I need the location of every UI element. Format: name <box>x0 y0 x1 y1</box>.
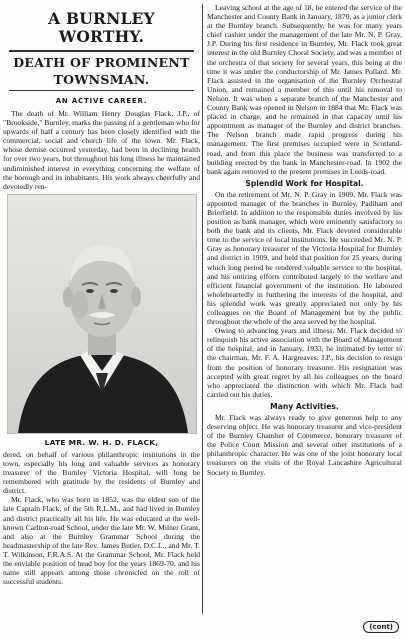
headline-rule <box>9 50 194 52</box>
intro-paragraph: The death of Mr. William Henry Douglas Flack, J.P., of "Brookside," Burnley, marks the passing of a gentleman who for upwards of half a century has been closely identified with the commercial, social and church life of the town. Mr. Flack, whose demise occurred yesterday, had been in declining health for over two years, but throughout his long illness he maintained undiminished interest in everything concerning the welfare of the borough and its inhabitants. His work always cheerfully and devotedly ren- <box>3 109 200 191</box>
intro-paragraph-block <box>3 109 200 191</box>
resignation-paragraph: Owing to advancing years and illness, Mr. Flack decided to relinquish his active association with the Board of Management of the hospital, and in January, 1933, he intimated by letter to the chairman, Mr. F. A. Hargreaves, J.P., his decision to resign from the position of honorary treasurer. His resignation was accepted with great regret by all his colleagues on the board who appreciated the distinction with which Mr. Flack had carried out his duties. <box>207 326 402 399</box>
portrait-image <box>8 195 196 433</box>
career-paragraph: Leaving school at the age of 18, he entered the service of the Manchester and County Bank in January, 1870, as a junior clerk at the Burnley branch. Subsequently, he was for many years chief cashier under the management of the late Mr. N. P. Gray, J.P. During his first residence in Burnley, Mr. Flack took great interest in the old Burnley Choral Society, and was a member of the orchestra of that society for several years, this being at the time it was under the conductorship of Mr. James Pollard. Mr. Flack assisted in the organisation of the Burnley Orchestral Union, and remained a member of this until his removal to Nelson. It was when a separate branch of the Manchester and County Bank was opened in Nelson in 1884 that Mr. Flack was placed in charge, and he remained in that capacity until his appointment as manager of the Burnley and district branches. The Nelson branch made rapid progress during his management. The first premises occupied were in Scotland-road, and from this place the business was transferred to a building erected by the bank in Manchester-road. In 1902 the bank again removed to the present premises in Leeds-road. <box>207 3 402 176</box>
subhead-rule <box>9 90 194 91</box>
hospital-paragraph: On the retirement of Mr. N. P. Gray in 1909, Mr. Flack was appointed manager of the branches in Burnley, Padiham and Brierfield. In addition to the responsible duties involved by his position as bank manager, which were eminently satisfactory to both the bank and its clients, Mr. Flack devoted considerable time to the service of local institutions. He succeeded Mr. N. P. Gray as honorary treasurer of the Victoria Hospital for Burnley and district in 1909, and held that position for 25 years, during which long period he rendered valuable service to the hospital, and his untiring efforts contributed largely to the welfare and efficient financial government of the institution. He laboured wholeheartedly in furthering the interests of the hospital, and his splendid work was greatly appreciated not only by his colleagues on the Board of Management but by the public throughout the whole of the area served by the hospital. <box>207 189 402 327</box>
headline: A BURNLEY WORTHY. <box>48 9 155 46</box>
subhead-line-2: TOWNSMAN. <box>53 72 150 87</box>
biography-paragraph: Mr. Flack, who was born in 1852, was the eldest son of the late Captain Flack, of the 5th R.L.M., and had lived in Burnley and district practically all his life. He was educated at the well-known Carlton-road School, under the late Mr. W. Milner Grant, and also at the Burnley Grammar School during the headmastership of the late Rev. James Butler, D.C.L., and Mr. T. T. Wilkinson, F.R.A.S. At the Grammar School, Mr. Flack held the enviable position of head boy for the years 1869-70, and his name still appears among those chronicled on the roll of successful students. <box>3 495 200 587</box>
continued-paragraph: dered, on behalf of various philanthropic institutions in the town, especially his long and valuable services as honorary treasurer of the Burnley Victoria Hospital, will long be remembered with gratitude by the residents of Burnley and district. <box>3 449 200 496</box>
activities-paragraph: Mr. Flack was always ready to give generous help to any deserving object. He was honorary treasurer and vice-president of the Burnley Chamber of Commerce, honorary treasurer of the Police Court Mission and several other institutions of a philanthropic character. He was one of the joint honorary local treasurers on the visits of the Royal Lancashire Agricultural Society to Burnley. <box>207 412 402 477</box>
portrait-photo <box>7 194 197 434</box>
kicker: AN ACTIVE CAREER. <box>55 97 148 105</box>
left-column <box>3 4 200 635</box>
column-divider <box>202 4 203 614</box>
continued-marker: (cont) <box>363 621 399 633</box>
right-text-block-1 <box>207 3 402 176</box>
right-text-block-2 <box>207 190 402 399</box>
section-heading-activities: Many Activities. <box>270 401 339 411</box>
after-photo-text <box>3 450 200 586</box>
section-heading-hospital: Splendid Work for Hospital. <box>245 178 364 188</box>
right-text-block-3 <box>207 413 402 477</box>
photo-caption: LATE MR. W. H. D. FLACK, <box>44 437 159 447</box>
right-column <box>207 3 402 635</box>
subhead-line-1: DEATH OF PROMINENT <box>13 55 190 70</box>
